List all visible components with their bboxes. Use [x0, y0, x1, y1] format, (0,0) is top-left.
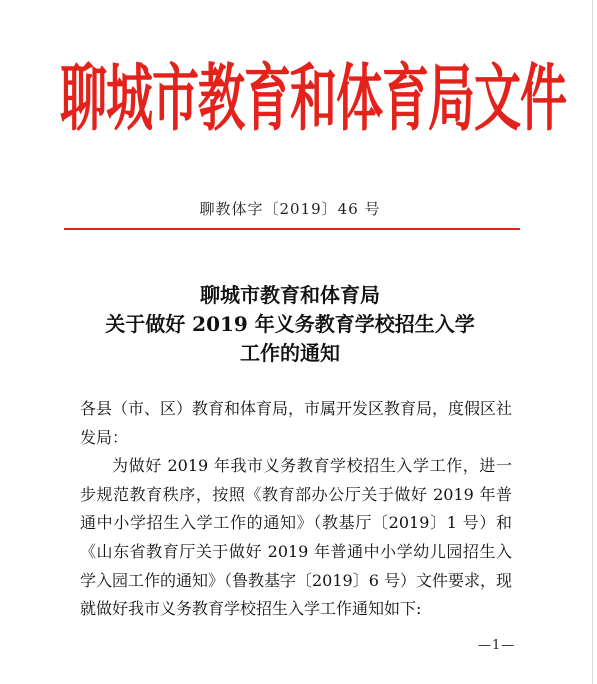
page-number: —1—: [478, 638, 516, 653]
notice-title-line-3: 工作的通知: [240, 341, 340, 365]
document-header-title: 聊城市教育和体育局文件: [60, 56, 566, 142]
page-edge-divider: [592, 0, 593, 684]
red-separator-rule: [64, 228, 520, 230]
body-paragraph-1: 为做好 2019 年我市义务教育学校招生入学工作，进一步规范教育秩序，按照《教育部办公厅关于做好 2019 年普通中小学招生入学工作的通知》（教基厅〔2019〕1 号）和《山东省教育厅关于做好 2019 年普通中小学幼儿园招生入学入园工作的通知》（鲁教基字〔2019〕6 号）文件要求，现就做好我市义务教育学校招生入学工作通知如下:: [80, 456, 512, 619]
document-number: 聊教体字〔2019〕46 号: [199, 200, 381, 218]
notice-title: [40, 281, 540, 368]
notice-title-line-1: 聊城市教育和体育局: [200, 283, 380, 307]
notice-title-line-2: 关于做好 2019 年义务教育学校招生入学: [105, 312, 475, 336]
notice-body: [80, 395, 512, 624]
salutation: 各县（市、区）教育和体育局，市属开发区教育局，度假区社发局：: [80, 399, 513, 447]
